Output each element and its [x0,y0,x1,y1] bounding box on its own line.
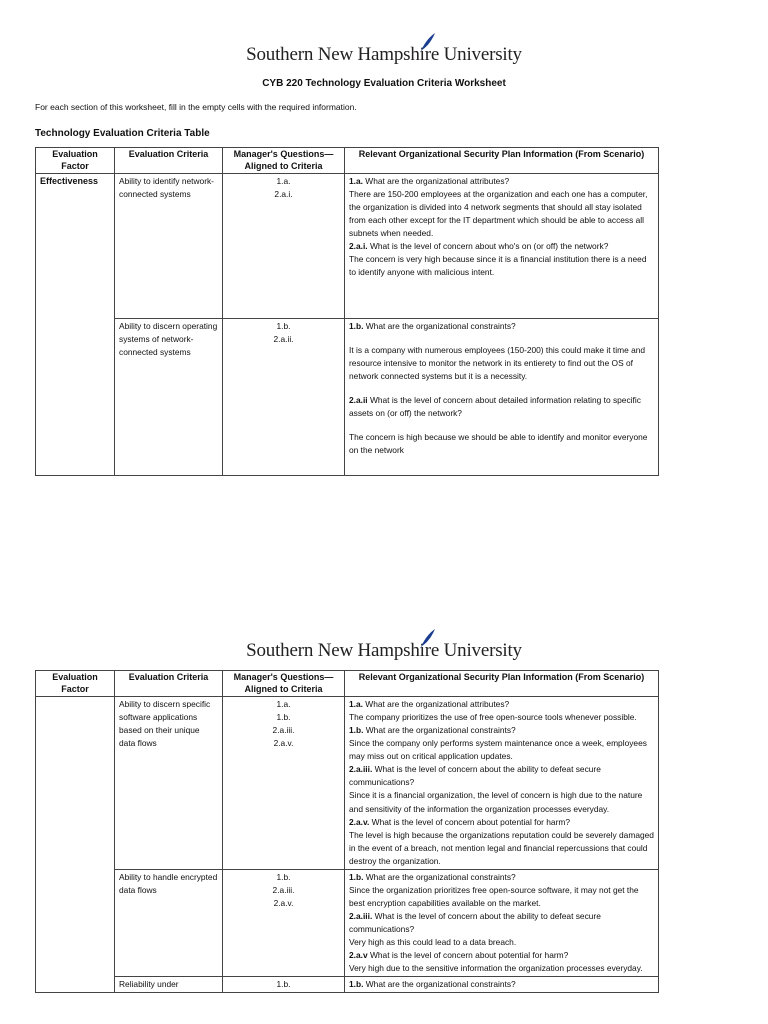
university-logo [0,44,768,66]
criteria-cell: Ability to discern specific software applications based on their unique data flows [115,697,223,869]
quill-leaf-icon [418,32,436,54]
university-logo [0,640,768,662]
questions-cell [223,174,345,319]
criteria-cell: Reliability under [115,976,223,992]
factor-cell [36,697,115,992]
header-info: Relevant Organizational Security Plan Information (From Scenario) [345,671,659,697]
info-question: What are the organizational attributes? [362,699,510,710]
info-ref: 1.a. [349,176,363,187]
table-title: Technology Evaluation Criteria Table [35,128,210,139]
info-ref: 1.b. [349,871,364,882]
table-row [36,697,659,869]
header-factor: Evaluation Factor [36,148,115,174]
info-question: What are the organizational constraints? [363,871,516,882]
question-ref: 2.a.ii. [273,334,294,345]
criteria-table-page2 [35,670,659,993]
info-answer: The concern is high because we should be able to identify and monitor everyone on the network [349,432,648,456]
question-ref: 1.a. [276,176,291,187]
info-answer: The level is high because the organizations reputation could be severely damaged in the event of a breach, not mention legal and financial repercussions that could destroy the organization. [349,829,654,866]
info-cell [345,976,659,992]
question-ref: 1.b. [276,712,291,723]
question-ref: 2.a.v. [273,738,294,749]
header-row [36,671,659,697]
info-question: What is the level of concern about potential for harm? [369,816,570,827]
info-ref: 2.a.ii [349,395,368,406]
info-ref: 2.a.iii. [349,910,373,921]
question-ref: 2.a.iii. [272,884,295,895]
criteria-cell: Ability to identify network-connected systems [115,174,223,319]
questions-cell [223,319,345,476]
questions-cell [223,976,345,992]
info-question: What are the organizational constraints? [363,725,516,736]
info-ref: 1.a. [349,699,363,710]
info-answer: Since the organization prioritizes free open-source software, it may not get the best encryption capabilities available on the market. [349,884,639,908]
info-answer: Since the company only performs system maintenance once a week, employees may miss out on critical application updates. [349,738,647,762]
info-question: What is the level of concern about who's on (or off) the network? [367,241,609,252]
info-ref: 1.b. [349,978,364,989]
logo-text: Southern New Hampshire University [246,640,522,661]
info-ref: 2.a.v [349,949,368,960]
info-question: What is the level of concern about the ability to defeat secure communications? [349,910,601,934]
questions-cell [223,869,345,976]
instructions-text: For each section of this worksheet, fill in the empty cells with the required information. [35,102,357,112]
info-cell [345,697,659,869]
table-row [36,869,659,976]
info-answer: Since it is a financial organization, the level of concern is high due to the nature and sensitivity of the information the organization processes everyday. [349,790,643,814]
table-row [36,174,659,319]
questions-cell [223,697,345,869]
header-questions: Manager's Questions—Aligned to Criteria [223,671,345,697]
info-question: What are the organizational constraints? [363,321,516,332]
info-answer: The concern is very high because since it is a financial institution there is a need to identify anyone with malicious intent. [349,254,647,278]
question-ref: 2.a.v. [273,897,294,908]
quill-leaf-icon [418,628,436,650]
info-question: What is the level of concern about potential for harm? [367,949,569,960]
info-answer: Very high due to the sensitive information the organization processes everyday. [349,962,643,973]
question-ref: 1.b. [276,321,291,332]
info-question: What are the organizational attributes? [362,176,510,187]
criteria-cell: Ability to discern operating systems of network-connected systems [115,319,223,476]
info-cell [345,174,659,319]
info-ref: 1.b. [349,725,364,736]
info-ref: 2.a.v. [349,816,370,827]
info-question: What is the level of concern about detailed information relating to specific assets on (or off) the network? [349,395,641,419]
info-cell [345,869,659,976]
question-ref: 1.a. [276,699,291,710]
header-criteria: Evaluation Criteria [115,671,223,697]
question-ref: 1.b. [276,871,291,882]
table-row [36,976,659,992]
logo-text: Southern New Hampshire University [246,44,522,65]
question-ref: 2.a.i. [274,189,293,200]
info-question: What are the organizational constraints? [363,978,516,989]
info-answer: Very high as this could lead to a data breach. [349,936,517,947]
table-row [36,319,659,476]
header-criteria: Evaluation Criteria [115,148,223,174]
info-cell [345,319,659,476]
info-ref: 2.a.iii. [349,764,373,775]
info-answer: The company prioritizes the use of free open-source tools whenever possible. [349,712,637,723]
question-ref: 2.a.iii. [272,725,295,736]
header-row [36,148,659,174]
factor-cell: Effectiveness [36,174,115,476]
header-info: Relevant Organizational Security Plan Information (From Scenario) [345,148,659,174]
info-answer: It is a company with numerous employees (150-200) this could make it time and resource intensive to monitor the network in its entierety to find out the OS of network connected systems but it is a necessity. [349,345,646,382]
info-ref: 2.a.i. [349,241,368,252]
criteria-cell: Ability to handle encrypted data flows [115,869,223,976]
criteria-table-page1 [35,147,659,476]
header-factor: Evaluation Factor [36,671,115,697]
header-questions: Manager's Questions—Aligned to Criteria [223,148,345,174]
info-answer: There are 150-200 employees at the organization and each one has a computer, the organization is divided into 4 network segments that should all stay isolated from each other except for the IT department which should be able to access all subnets when needed. [349,189,648,239]
document-title: CYB 220 Technology Evaluation Criteria Worksheet [262,78,506,89]
question-ref: 1.b. [276,978,291,989]
info-ref: 1.b. [349,321,364,332]
info-question: What is the level of concern about the ability to defeat secure communications? [349,764,601,788]
